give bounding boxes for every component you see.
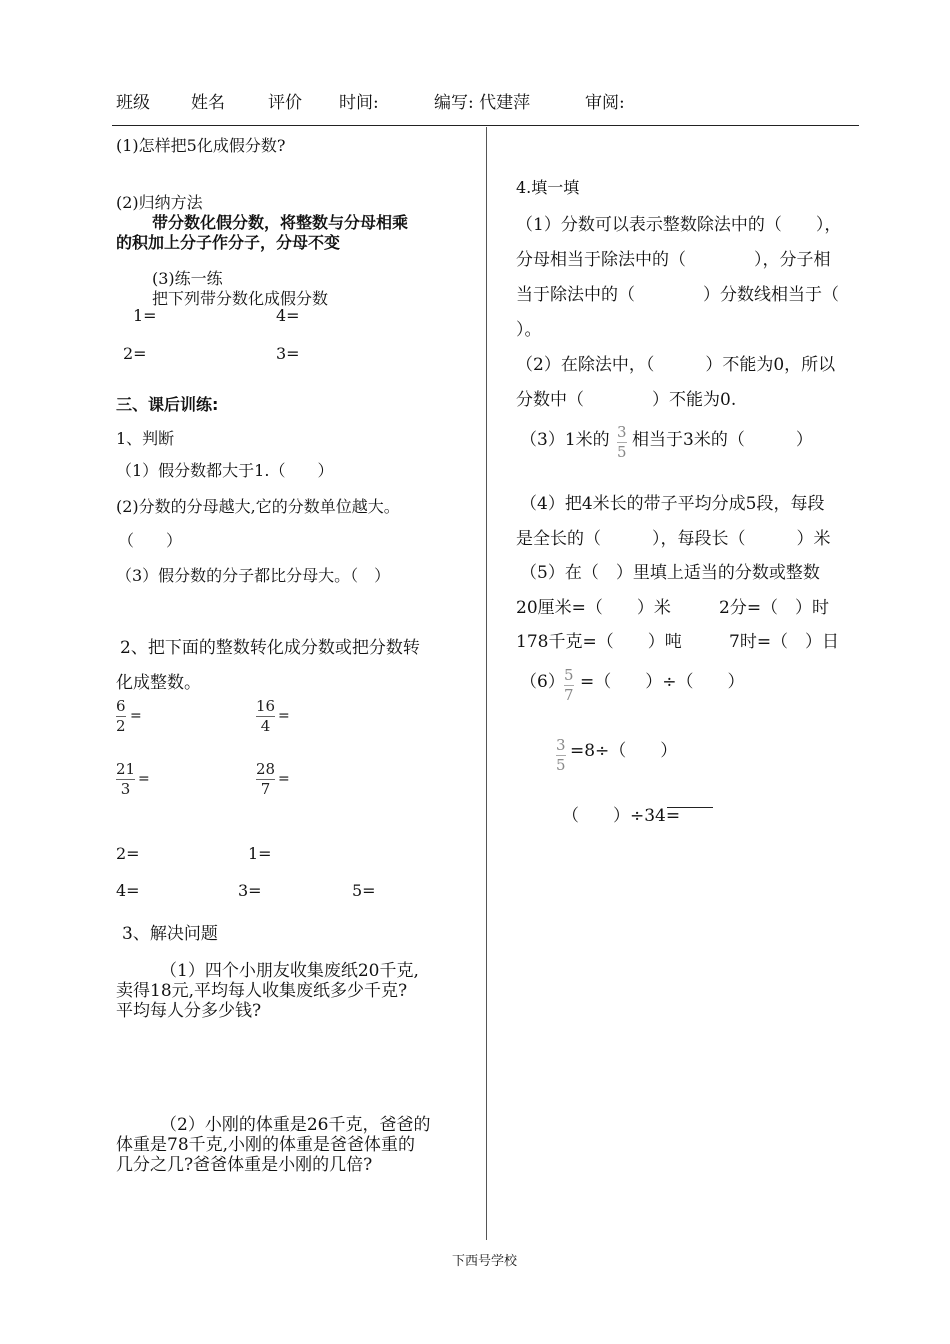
fraction-3-over-5-second: 3 5 <box>556 736 566 774</box>
integer-item-2: 2= <box>116 844 140 863</box>
solve-2-line2: 体重是78千克,小刚的体重是爸爸体重的 <box>116 1135 416 1155</box>
practice-item-1: 1= <box>133 306 157 325</box>
fill-5-line1: （5）在（ ）里填上适当的分数或整数 <box>520 563 820 583</box>
method-rule-line1: 带分数化假分数，将整数与分母相乘 <box>152 213 409 232</box>
fill-7-expression: =8÷（ ） <box>570 741 678 761</box>
solve-2-line1: （2）小刚的体重是26千克，爸爸的 <box>160 1115 431 1135</box>
integer-item-3: 3= <box>238 881 262 900</box>
fraction-16-over-4-equals: = <box>278 708 290 724</box>
integer-item-4: 4= <box>116 881 140 900</box>
fraction-16-over-4: 16 4 <box>256 697 276 735</box>
judge-title: 1、判断 <box>116 429 175 448</box>
fill-5-hours: 7时=（ ）日 <box>729 632 840 652</box>
fill-8-expression: （ ）÷34= <box>562 806 681 826</box>
fill-2-line2: 分数中（ ）不能为0. <box>516 390 737 410</box>
convert-instruction-line2: 化成整数。 <box>116 673 201 693</box>
practice-instruction: 把下列带分数化成假分数 <box>152 289 329 308</box>
fill-5-centimeters: 20厘米=（ ）米 <box>516 598 671 618</box>
section-after-class-title: 三、课后训练: <box>116 395 219 414</box>
class-label: 班级 <box>116 93 150 113</box>
fraction-28-over-7-equals: = <box>278 771 290 787</box>
fill-2-line1: （2）在除法中，（ ）不能为0，所以 <box>516 355 836 375</box>
fill-4-line2: 是全长的（ ），每段长（ ）米 <box>516 529 831 549</box>
solve-problems-title: 3、解决问题 <box>122 924 218 944</box>
name-label: 姓名 <box>191 93 225 113</box>
fill-1-line2: 分母相当于除法中的（ ），分子相 <box>516 250 831 270</box>
judge-item-1: （1）假分数都大于1.（ ） <box>116 461 334 480</box>
fill-3-prefix: （3）1米的 <box>520 430 610 450</box>
time-label: 时间: <box>339 93 379 113</box>
integer-item-1: 1= <box>248 844 272 863</box>
fraction-21-over-3: 21 3 <box>116 760 136 798</box>
fraction-28-over-7: 28 7 <box>256 760 276 798</box>
solve-2-line3: 几分之几?爸爸体重是小刚的几倍? <box>116 1155 373 1175</box>
fill-1-line1: （1）分数可以表示整数除法中的（ ）， <box>516 215 842 235</box>
practice-item-2: 4= <box>276 306 300 325</box>
solve-1-line1: （1）四个小朋友收集废纸20千克, <box>160 961 419 981</box>
fill-5-minutes: 2分=（ ）时 <box>719 598 830 618</box>
review-label: 审阅: <box>585 93 625 113</box>
fill-5-kilograms: 178千克=（ ）吨 <box>516 632 682 652</box>
fraction-6-over-2: 6 2 <box>116 697 126 735</box>
fraction-3-over-5: 3 5 <box>617 423 627 461</box>
evaluation-label: 评价 <box>268 93 302 113</box>
judge-item-2: (2)分数的分母越大,它的分数单位越大。 <box>116 497 400 516</box>
integer-item-5: 5= <box>352 881 376 900</box>
practice-item-3: 2= <box>123 344 147 363</box>
method-rule-line2: 的积加上分子作分子，分母不变 <box>116 233 341 252</box>
fraction-21-over-3-equals: = <box>138 771 150 787</box>
practice-item-4: 3= <box>276 344 300 363</box>
practice-title: (3)练一练 <box>152 269 223 288</box>
fill-6-prefix: （6） <box>520 672 565 692</box>
method-summary-title: (2)归纳方法 <box>116 193 203 212</box>
fraction-6-over-2-equals: = <box>130 708 142 724</box>
fraction-5-over-7: 5 7 <box>564 666 574 704</box>
fill-in-title: 4.填一填 <box>516 178 580 197</box>
fill-1-line3: 当于除法中的（ ）分数线相当于（ <box>516 285 839 305</box>
fill-4-line1: （4）把4米长的带子平均分成5段，每段 <box>520 494 825 514</box>
solve-1-line3: 平均每人分多少钱? <box>116 1001 262 1021</box>
school-name-footer: 下西号学校 <box>452 1254 518 1269</box>
convert-instruction-line1: 2、把下面的整数转化成分数或把分数转 <box>120 638 420 658</box>
fill-6-expression: =（ ）÷（ ） <box>580 672 745 692</box>
answer-blank-line <box>667 807 713 808</box>
column-divider <box>486 127 487 1240</box>
fill-1-line4: ）。 <box>516 320 542 340</box>
solve-1-line2: 卖得18元,平均每人收集废纸多少千克? <box>116 981 408 1001</box>
question-5-to-improper: (1)怎样把5化成假分数? <box>116 136 286 155</box>
author-label: 编写: 代建萍 <box>434 93 531 113</box>
judge-item-2-paren: （ ） <box>118 531 183 550</box>
judge-item-3: （3）假分数的分子都比分母大。（ ） <box>116 566 391 585</box>
fill-3-suffix: 相当于3米的（ ） <box>632 430 813 450</box>
header-divider <box>112 125 859 126</box>
